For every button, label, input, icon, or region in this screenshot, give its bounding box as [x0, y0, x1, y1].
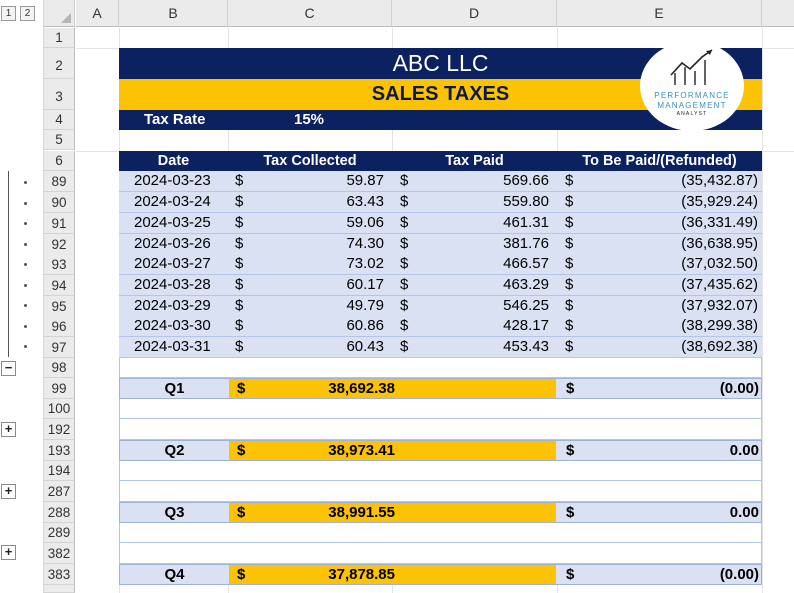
row-header[interactable]: 6 [44, 151, 75, 171]
header-tax-paid[interactable]: Tax Paid [445, 153, 504, 169]
currency-symbol: $ [235, 276, 244, 293]
row-header[interactable]: 93 [44, 254, 75, 275]
outline-level-1-button[interactable]: 1 [1, 6, 16, 21]
tax-collected-cell[interactable]: 59.87 [346, 172, 384, 189]
quarter-collected-total[interactable]: 37,878.85 [328, 566, 395, 583]
tax-collected-cell[interactable]: 63.43 [346, 193, 384, 210]
currency-symbol: $ [565, 214, 574, 231]
currency-symbol: $ [400, 193, 409, 210]
blank-row[interactable] [119, 399, 762, 419]
row-header[interactable]: 288 [44, 502, 75, 523]
outline-dot [24, 263, 27, 266]
header-date[interactable]: Date [157, 153, 190, 169]
table-row[interactable] [119, 192, 762, 213]
outline-gutter [0, 0, 44, 593]
row-header[interactable]: 96 [44, 316, 75, 337]
blank-row[interactable] [119, 523, 762, 543]
row-header[interactable]: 289 [44, 523, 75, 543]
table-row[interactable] [119, 296, 762, 317]
currency-symbol: $ [565, 235, 574, 252]
row-header[interactable]: 382 [44, 543, 75, 564]
currency-symbol: $ [565, 338, 574, 355]
currency-symbol: $ [235, 172, 244, 189]
balance-cell[interactable]: (36,638.95) [681, 235, 758, 252]
date-cell[interactable]: 2024-03-23 [134, 172, 211, 189]
outline-dot [24, 181, 27, 184]
logo-line-2: MANAGEMENT [657, 101, 727, 110]
outline-group-bracket [8, 171, 9, 357]
table-row[interactable] [119, 254, 762, 275]
quarter-collected-total[interactable]: 38,692.38 [328, 380, 395, 397]
tax-paid-cell[interactable]: 453.43 [503, 338, 549, 355]
balance-cell[interactable]: (38,299.38) [681, 317, 758, 334]
quarter-label[interactable]: Q2 [164, 442, 185, 459]
currency-symbol: $ [235, 235, 244, 252]
currency-symbol: $ [235, 255, 244, 272]
row-header[interactable]: 90 [44, 192, 75, 213]
tax-collected-cell[interactable]: 74.30 [346, 235, 384, 252]
tax-rate-label: Tax Rate [144, 111, 206, 128]
currency-symbol: $ [237, 380, 246, 397]
outline-dot [24, 304, 27, 307]
logo-line-1: PERFORMANCE [654, 91, 730, 100]
quarter-total-row[interactable] [119, 502, 762, 523]
quarter-balance[interactable]: 0.00 [729, 442, 759, 459]
currency-symbol: $ [235, 214, 244, 231]
date-cell[interactable]: 2024-03-26 [134, 235, 211, 252]
quarter-collected-total[interactable]: 38,991.55 [328, 504, 395, 521]
quarter-collected-total[interactable]: 38,973.41 [328, 442, 395, 459]
sheet-title: SALES TAXES [371, 83, 510, 105]
quarter-total-row[interactable] [119, 440, 762, 461]
currency-symbol: $ [566, 566, 575, 583]
tax-paid-cell[interactable]: 569.66 [503, 172, 549, 189]
quarter-label[interactable]: Q4 [164, 566, 185, 583]
blank-row[interactable] [119, 543, 762, 564]
column-header-d[interactable]: D [392, 0, 557, 27]
row-header[interactable]: 192 [44, 419, 75, 440]
currency-symbol: $ [400, 255, 409, 272]
quarter-balance[interactable]: (0.00) [719, 566, 759, 583]
quarter-total-highlight [229, 565, 556, 584]
quarter-total-row[interactable] [119, 564, 762, 585]
outline-dot [24, 284, 27, 287]
quarter-label[interactable]: Q1 [164, 380, 185, 397]
table-row[interactable] [119, 171, 762, 192]
currency-symbol: $ [235, 338, 244, 355]
currency-symbol: $ [400, 297, 409, 314]
currency-symbol: $ [237, 504, 246, 521]
tax-paid-cell[interactable]: 559.80 [503, 193, 549, 210]
currency-symbol: $ [565, 276, 574, 293]
table-row[interactable] [119, 275, 762, 296]
balance-cell[interactable]: (37,032.50) [681, 255, 758, 272]
row-header[interactable]: 100 [44, 399, 75, 419]
currency-symbol: $ [565, 297, 574, 314]
tax-rate-value[interactable]: 15% [294, 111, 325, 128]
table-row[interactable] [119, 337, 762, 358]
header-to-be-paid[interactable]: To Be Paid/(Refunded) [582, 153, 737, 169]
currency-symbol: $ [400, 276, 409, 293]
currency-symbol: $ [400, 235, 409, 252]
date-cell[interactable]: 2024-03-27 [134, 255, 211, 272]
expand-group-q3-button[interactable]: + [1, 484, 16, 499]
currency-symbol: $ [566, 442, 575, 459]
currency-symbol: $ [565, 193, 574, 210]
currency-symbol: $ [235, 317, 244, 334]
row-header[interactable]: 94 [44, 275, 75, 296]
expand-group-q2-button[interactable]: + [1, 422, 16, 437]
quarter-total-row[interactable] [119, 378, 762, 399]
currency-symbol: $ [237, 566, 246, 583]
column-header-e[interactable]: E [557, 0, 762, 27]
column-header-c[interactable]: C [228, 0, 392, 27]
table-row[interactable] [119, 234, 762, 255]
outline-dot [24, 243, 27, 246]
quarter-balance[interactable]: (0.00) [719, 380, 759, 397]
tax-paid-cell[interactable]: 428.17 [503, 317, 549, 334]
table-row[interactable] [119, 213, 762, 234]
quarter-label[interactable]: Q3 [164, 504, 185, 521]
row-header[interactable]: 4 [44, 110, 75, 130]
quarter-balance[interactable]: 0.00 [729, 504, 759, 521]
header-tax-collected[interactable]: Tax Collected [263, 153, 357, 169]
row-header[interactable]: 89 [44, 171, 75, 192]
currency-symbol: $ [400, 214, 409, 231]
row-header[interactable]: 287 [44, 481, 75, 502]
column-header-b[interactable]: B [119, 0, 228, 27]
company-logo [640, 41, 744, 131]
tax-paid-cell[interactable]: 461.31 [503, 214, 549, 231]
tax-paid-cell[interactable]: 463.29 [503, 276, 549, 293]
tax-collected-cell[interactable]: 59.06 [346, 214, 384, 231]
table-header-row [119, 151, 762, 171]
currency-symbol: $ [237, 442, 246, 459]
currency-symbol: $ [235, 193, 244, 210]
blank-row[interactable] [119, 481, 762, 502]
currency-symbol: $ [400, 172, 409, 189]
currency-symbol: $ [565, 172, 574, 189]
tax-collected-cell[interactable]: 60.17 [346, 276, 384, 293]
date-cell[interactable]: 2024-03-25 [134, 214, 211, 231]
currency-symbol: $ [400, 338, 409, 355]
balance-cell[interactable]: (36,331.49) [681, 214, 758, 231]
collapse-group-button[interactable]: − [1, 361, 16, 376]
row-header[interactable]: 194 [44, 461, 75, 481]
tax-collected-cell[interactable]: 60.43 [346, 338, 384, 355]
currency-symbol: $ [565, 255, 574, 272]
date-cell[interactable]: 2024-03-28 [134, 276, 211, 293]
rising-chart-icon [668, 47, 716, 87]
tax-collected-cell[interactable]: 60.86 [346, 317, 384, 334]
row-header[interactable]: 92 [44, 234, 75, 255]
date-cell[interactable]: 2024-03-31 [134, 338, 211, 355]
row-header[interactable]: 2 [44, 48, 75, 79]
row-header[interactable]: 193 [44, 440, 75, 461]
quarter-total-highlight [229, 503, 556, 522]
balance-cell[interactable]: (35,432.87) [681, 172, 758, 189]
currency-symbol: $ [566, 504, 575, 521]
balance-cell[interactable]: (37,932.07) [681, 297, 758, 314]
outline-dot [24, 325, 27, 328]
tax-paid-cell[interactable]: 381.76 [503, 235, 549, 252]
row-header[interactable]: 5 [44, 130, 75, 150]
row-header[interactable]: 1 [44, 28, 75, 48]
row-header[interactable]: 95 [44, 296, 75, 317]
row-header[interactable]: 383 [44, 564, 75, 585]
row-header[interactable]: 3 [44, 79, 75, 110]
blank-row[interactable] [119, 461, 762, 481]
select-all-corner[interactable] [44, 0, 75, 27]
date-cell[interactable]: 2024-03-24 [134, 193, 211, 210]
gridline [762, 28, 763, 593]
date-cell[interactable]: 2024-03-29 [134, 297, 211, 314]
currency-symbol: $ [400, 317, 409, 334]
row-header[interactable]: 98 [44, 358, 75, 378]
date-cell[interactable]: 2024-03-30 [134, 317, 211, 334]
table-row[interactable] [119, 316, 762, 337]
blank-row[interactable] [119, 358, 762, 378]
outline-dot [24, 345, 27, 348]
quarter-total-highlight [229, 379, 556, 398]
currency-symbol: $ [235, 297, 244, 314]
balance-cell[interactable]: (35,929.24) [681, 193, 758, 210]
column-header-a[interactable]: A [76, 0, 119, 27]
blank-row[interactable] [119, 419, 762, 440]
expand-group-q4-button[interactable]: + [1, 545, 16, 560]
currency-symbol: $ [565, 317, 574, 334]
balance-cell[interactable]: (37,435.62) [681, 276, 758, 293]
logo-line-3: ANALYST [676, 111, 708, 117]
tax-paid-cell[interactable]: 546.25 [503, 297, 549, 314]
outline-level-2-button[interactable]: 2 [20, 6, 35, 21]
quarter-total-highlight [229, 441, 556, 460]
tax-collected-cell[interactable]: 73.02 [346, 255, 384, 272]
row-header[interactable]: 91 [44, 213, 75, 234]
tax-collected-cell[interactable]: 49.79 [346, 297, 384, 314]
row-header[interactable]: 97 [44, 337, 75, 358]
outline-dot [24, 202, 27, 205]
currency-symbol: $ [566, 380, 575, 397]
row-header[interactable] [44, 585, 75, 593]
column-header-f[interactable] [762, 0, 794, 27]
balance-cell[interactable]: (38,692.38) [681, 338, 758, 355]
company-name: ABC LLC [392, 50, 489, 76]
row-header[interactable]: 99 [44, 378, 75, 399]
tax-paid-cell[interactable]: 466.57 [503, 255, 549, 272]
outline-dot [24, 222, 27, 225]
